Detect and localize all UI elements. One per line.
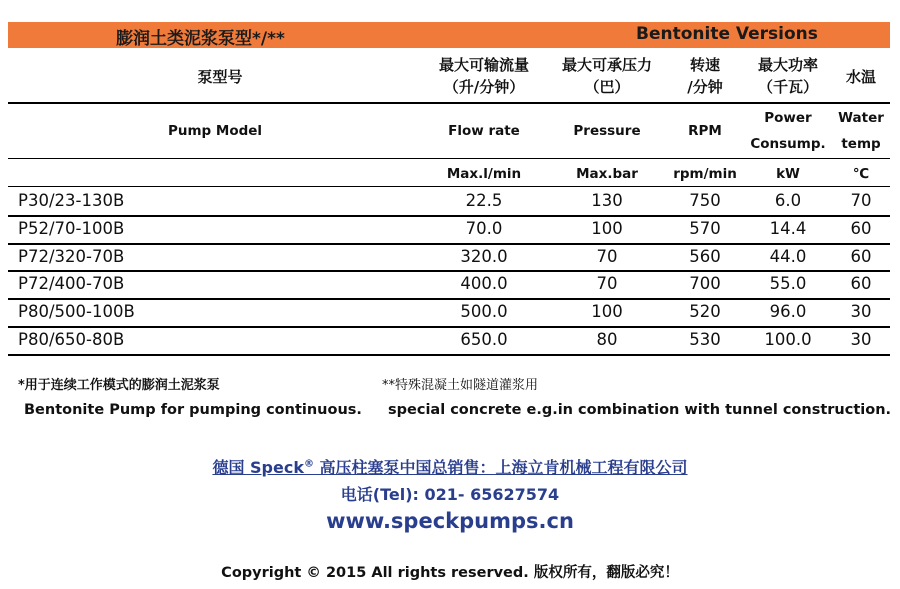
table-bottom-border <box>8 354 890 356</box>
unit-pressure: Max.bar <box>576 166 638 182</box>
col-en-power-line2: Consump. <box>750 136 826 152</box>
note2-en: special concrete e.g.in combination with tunnel construction. <box>388 402 892 418</box>
cell-model: P72/320-70B <box>18 247 125 266</box>
cell-pressure: 100 <box>591 302 623 321</box>
cell-power: 14.4 <box>769 219 807 238</box>
col-en-pressure: Pressure <box>573 123 641 139</box>
note1-cn: *用于连续工作模式的膨润土泥浆泵 <box>18 378 220 393</box>
cell-pressure: 70 <box>596 274 618 293</box>
contact-company-name: 高压柱塞泵中国总销售：上海立肯机械工程有限公司 <box>313 458 688 477</box>
unit-flow: Max.l/min <box>446 166 522 182</box>
header-en-title: Bentonite Versions <box>636 24 818 44</box>
cell-temp: 60 <box>850 274 872 293</box>
unit-temp: ℃ <box>852 166 870 182</box>
cell-model: P80/650-80B <box>18 330 125 349</box>
cell-model: P72/400-70B <box>18 274 125 293</box>
units-divider-top <box>8 158 890 159</box>
cell-temp: 70 <box>850 191 872 210</box>
cell-rpm: 700 <box>689 274 721 293</box>
contact-phone: 电话(Tel): 021- 65627574 <box>340 485 560 504</box>
cell-model: P52/70-100B <box>18 219 125 238</box>
col-cn-power-line1: 最大功率 <box>757 56 818 74</box>
cell-rpm: 560 <box>689 247 721 266</box>
col-en-temp-line2: temp <box>841 136 881 152</box>
table-row <box>8 299 890 326</box>
units-divider-bottom <box>8 186 890 187</box>
header-divider <box>8 102 890 104</box>
note1-en: Bentonite Pump for pumping continuous. <box>24 402 362 418</box>
cell-model: P80/500-100B <box>18 302 135 321</box>
copyright-text: Copyright © 2015 All rights reserved. 版权所有，翻版必究！ <box>221 565 679 581</box>
cell-model: P30/23-130B <box>18 191 125 210</box>
unit-power: kW <box>776 166 800 182</box>
col-en-model: Pump Model <box>167 123 263 139</box>
col-en-flow: Flow rate <box>448 123 520 139</box>
col-cn-temp: 水温 <box>845 68 876 86</box>
cell-power: 55.0 <box>769 274 807 293</box>
registered-mark: ® <box>303 458 314 470</box>
unit-rpm: rpm/min <box>673 166 737 182</box>
cell-power: 100.0 <box>764 330 812 349</box>
cell-pressure: 130 <box>591 191 623 210</box>
col-en-power <box>744 105 832 157</box>
col-cn-rpm-line2: /分钟 <box>687 78 723 96</box>
col-en-rpm: RPM <box>688 123 722 139</box>
cell-temp: 60 <box>850 219 872 238</box>
cell-flow: 650.0 <box>460 330 508 349</box>
col-cn-power <box>744 54 832 98</box>
col-cn-flow-line1: 最大可输流量 <box>438 56 529 74</box>
table-row <box>8 327 890 354</box>
cell-flow: 70.0 <box>465 219 503 238</box>
cell-rpm: 750 <box>689 191 721 210</box>
cell-flow: 320.0 <box>460 247 508 266</box>
cell-power: 96.0 <box>769 302 807 321</box>
col-cn-flow-line2: （升/分钟） <box>443 78 525 96</box>
col-cn-power-line2: （千瓦） <box>757 78 818 96</box>
cell-rpm: 520 <box>689 302 721 321</box>
col-en-temp-line1: Water <box>838 110 884 126</box>
col-cn-rpm <box>672 54 738 98</box>
cell-rpm: 570 <box>689 219 721 238</box>
header-cn-title: 膨润土类泥浆泵型*/** <box>116 29 285 49</box>
cell-temp: 30 <box>850 302 872 321</box>
header-bar <box>8 22 890 48</box>
cell-pressure: 80 <box>596 330 618 349</box>
col-cn-model: 泵型号 <box>197 68 243 86</box>
cell-temp: 60 <box>850 247 872 266</box>
note2-cn: **特殊混凝土如隧道灌浆用 <box>382 378 539 393</box>
table-row <box>8 216 890 243</box>
contact-company-prefix: 德国 Speck <box>212 458 304 477</box>
col-en-power-line1: Power <box>764 110 812 126</box>
cell-pressure: 70 <box>596 247 618 266</box>
cell-temp: 30 <box>850 330 872 349</box>
cell-power: 44.0 <box>769 247 807 266</box>
cell-pressure: 100 <box>591 219 623 238</box>
col-cn-pressure <box>548 54 666 98</box>
cell-flow: 500.0 <box>460 302 508 321</box>
cell-flow: 400.0 <box>460 274 508 293</box>
table-row <box>8 244 890 271</box>
col-cn-pressure-line2: （巴） <box>584 78 630 96</box>
website-link[interactable]: www.speckpumps.cn <box>326 509 574 533</box>
contact-company[interactable] <box>0 455 900 478</box>
col-en-temp <box>832 105 890 157</box>
col-cn-rpm-line1: 转速 <box>689 56 720 74</box>
col-cn-flow <box>418 54 550 98</box>
cell-flow: 22.5 <box>465 191 503 210</box>
cell-power: 6.0 <box>774 191 802 210</box>
col-cn-pressure-line1: 最大可承压力 <box>561 56 652 74</box>
cell-rpm: 530 <box>689 330 721 349</box>
table-row <box>8 271 890 298</box>
table-row <box>8 188 890 215</box>
